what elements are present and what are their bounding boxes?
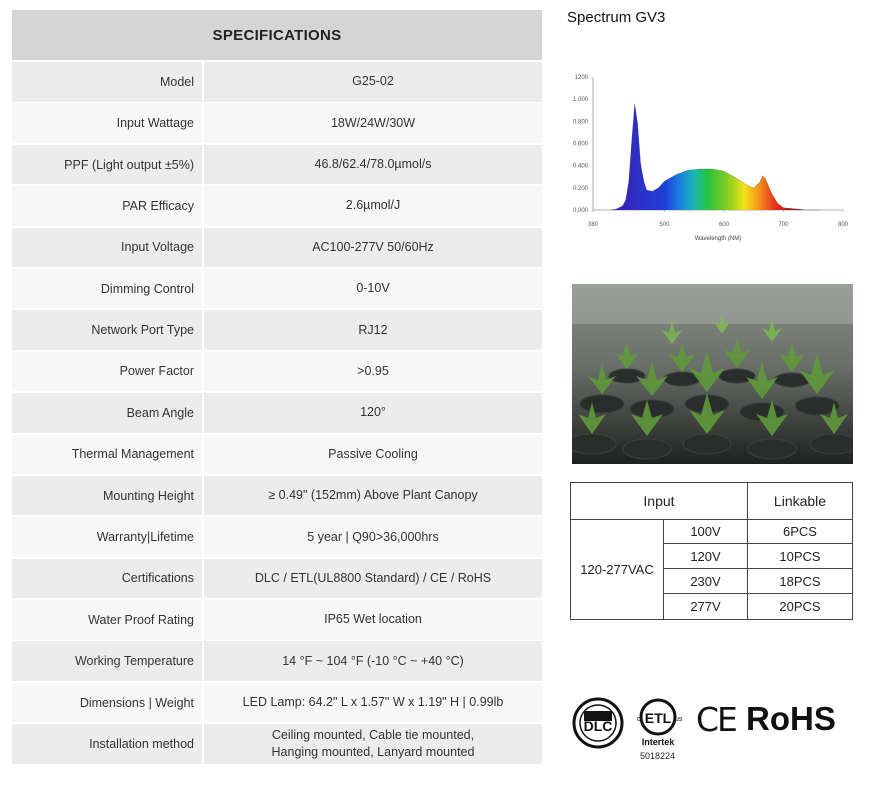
dlc-text: DLC bbox=[583, 718, 613, 734]
spec-row bbox=[12, 517, 542, 557]
pcs-cell: 20PCS bbox=[779, 599, 821, 614]
spec-row bbox=[12, 393, 542, 433]
spec-row bbox=[12, 228, 542, 268]
table-row bbox=[664, 544, 852, 569]
spectrum-title: Spectrum GV3 bbox=[567, 9, 666, 26]
voltage-cell: 277V bbox=[664, 594, 748, 619]
input-range: 120-277VAC bbox=[571, 519, 664, 619]
header-linkable: Linkable bbox=[773, 493, 827, 509]
spec-row bbox=[12, 476, 542, 516]
chart-axes bbox=[573, 75, 849, 242]
specifications-table bbox=[12, 10, 542, 764]
spec-label: Network Port Type bbox=[91, 323, 194, 338]
spec-value: 2.6µmol/J bbox=[202, 186, 542, 226]
voltage-cell: 100V bbox=[664, 519, 748, 543]
table-row bbox=[664, 519, 852, 544]
spec-value: >0.95 bbox=[202, 352, 542, 392]
spec-label: Warranty|Lifetime bbox=[96, 530, 194, 545]
table-row bbox=[664, 569, 852, 594]
x-axis-label: Wavelength (NM) bbox=[694, 236, 742, 242]
y-tick-label: 1.000 bbox=[572, 97, 588, 104]
spec-value: IP65 Wet location bbox=[202, 600, 542, 640]
spec-row bbox=[12, 269, 542, 309]
y-tick-label: 1200 bbox=[574, 75, 588, 81]
spec-label: Certifications bbox=[121, 571, 194, 586]
spec-label: Working Temperature bbox=[74, 654, 194, 669]
spec-value: Passive Cooling bbox=[202, 435, 542, 475]
spec-row bbox=[12, 641, 542, 681]
spec-value: Ceiling mounted, Cable tie mounted, Hanging mounted, Lanyard mounted bbox=[202, 724, 542, 764]
spec-row bbox=[12, 724, 542, 764]
voltage-cell: 230V bbox=[664, 569, 748, 593]
linkable-rows bbox=[571, 519, 852, 619]
spec-label: Installation method bbox=[89, 737, 194, 751]
spec-value: 5 year | Q90>36,000hrs bbox=[202, 517, 542, 557]
spec-label: Power Factor bbox=[119, 364, 194, 379]
rohs-mark: RoHS bbox=[746, 700, 836, 737]
spec-label: PPF (Light output ±5%) bbox=[64, 157, 194, 172]
spec-row bbox=[12, 435, 542, 475]
spec-value: 0-10V bbox=[202, 269, 542, 309]
spec-value: RJ12 bbox=[202, 310, 542, 350]
ce-mark: CE bbox=[696, 700, 736, 739]
table-row bbox=[664, 594, 852, 619]
etl-sub-text: Intertek bbox=[641, 737, 675, 747]
linkable-table bbox=[570, 482, 853, 620]
spec-label: Beam Angle bbox=[126, 405, 194, 420]
pcs-cell: 18PCS bbox=[779, 573, 821, 589]
spec-value: 120° bbox=[202, 393, 542, 433]
y-tick-label: 0.000 bbox=[572, 208, 588, 214]
spec-label: Model bbox=[159, 74, 194, 89]
y-tick-label: 0.800 bbox=[572, 119, 588, 126]
spec-value: AC100-277V 50/60Hz bbox=[202, 228, 542, 268]
spec-row bbox=[12, 352, 542, 392]
plant-photo bbox=[572, 284, 853, 464]
etl-text: ETL bbox=[644, 710, 672, 726]
svg-text:us: us bbox=[675, 716, 683, 723]
voltage-cell: 120V bbox=[664, 544, 748, 568]
spec-row bbox=[12, 62, 542, 102]
spec-label: Input Voltage bbox=[121, 240, 194, 255]
y-tick-label: 0.200 bbox=[572, 185, 588, 192]
spec-value: DLC / ETL(UL8800 Standard) / CE / RoHS bbox=[202, 559, 542, 599]
spec-label: Mounting Height bbox=[102, 488, 194, 503]
spec-value: G25-02 bbox=[202, 62, 542, 102]
spec-label: Dimensions | Weight bbox=[79, 695, 194, 710]
spec-value: ≥ 0.49" (152mm) Above Plant Canopy bbox=[202, 476, 542, 516]
pcs-cell: 6PCS bbox=[783, 523, 817, 539]
etl-number: 5018224 bbox=[640, 751, 676, 761]
spec-label: Input Wattage bbox=[116, 116, 194, 131]
svg-text:c: c bbox=[637, 716, 641, 723]
x-tick-label: 800 bbox=[837, 222, 849, 228]
spec-value: 14 °F ~ 104 °F (-10 °C ~ +40 °C) bbox=[202, 641, 542, 681]
header-input: Input bbox=[571, 483, 748, 519]
specifications-rows bbox=[12, 62, 542, 764]
spec-label: Water Proof Rating bbox=[88, 612, 194, 627]
x-tick-label: 600 bbox=[718, 222, 729, 228]
y-tick-label: 0.600 bbox=[572, 141, 588, 148]
spec-row bbox=[12, 186, 542, 226]
spec-value: 18W/24W/30W bbox=[202, 103, 542, 143]
spec-row bbox=[12, 145, 542, 185]
spec-value: LED Lamp: 64.2" L x 1.57" W x 1.19" H | 0.99lb bbox=[202, 683, 542, 723]
spectrum-area bbox=[611, 104, 819, 210]
x-tick-label: 700 bbox=[778, 222, 789, 228]
linkable-table-header bbox=[571, 483, 852, 520]
spectrum-chart bbox=[555, 62, 855, 252]
chart-plot-area bbox=[611, 104, 819, 210]
spec-label: PAR Efficacy bbox=[122, 198, 194, 213]
spec-value: 46.8/62.4/78.0µmol/s bbox=[202, 145, 542, 185]
spec-label: Thermal Management bbox=[71, 447, 194, 462]
dlc-logo bbox=[572, 697, 624, 749]
spec-row bbox=[12, 103, 542, 143]
x-tick-label: 380 bbox=[587, 222, 599, 228]
etl-logo bbox=[634, 695, 686, 755]
spec-row bbox=[12, 310, 542, 350]
spec-row bbox=[12, 600, 542, 640]
spec-row bbox=[12, 683, 542, 723]
x-tick-label: 500 bbox=[659, 222, 670, 228]
y-tick-label: 0.400 bbox=[572, 163, 588, 170]
spec-row bbox=[12, 559, 542, 599]
spec-label: Dimming Control bbox=[100, 281, 194, 296]
specifications-title: SPECIFICATIONS bbox=[12, 10, 542, 60]
pcs-cell: 10PCS bbox=[779, 548, 821, 564]
